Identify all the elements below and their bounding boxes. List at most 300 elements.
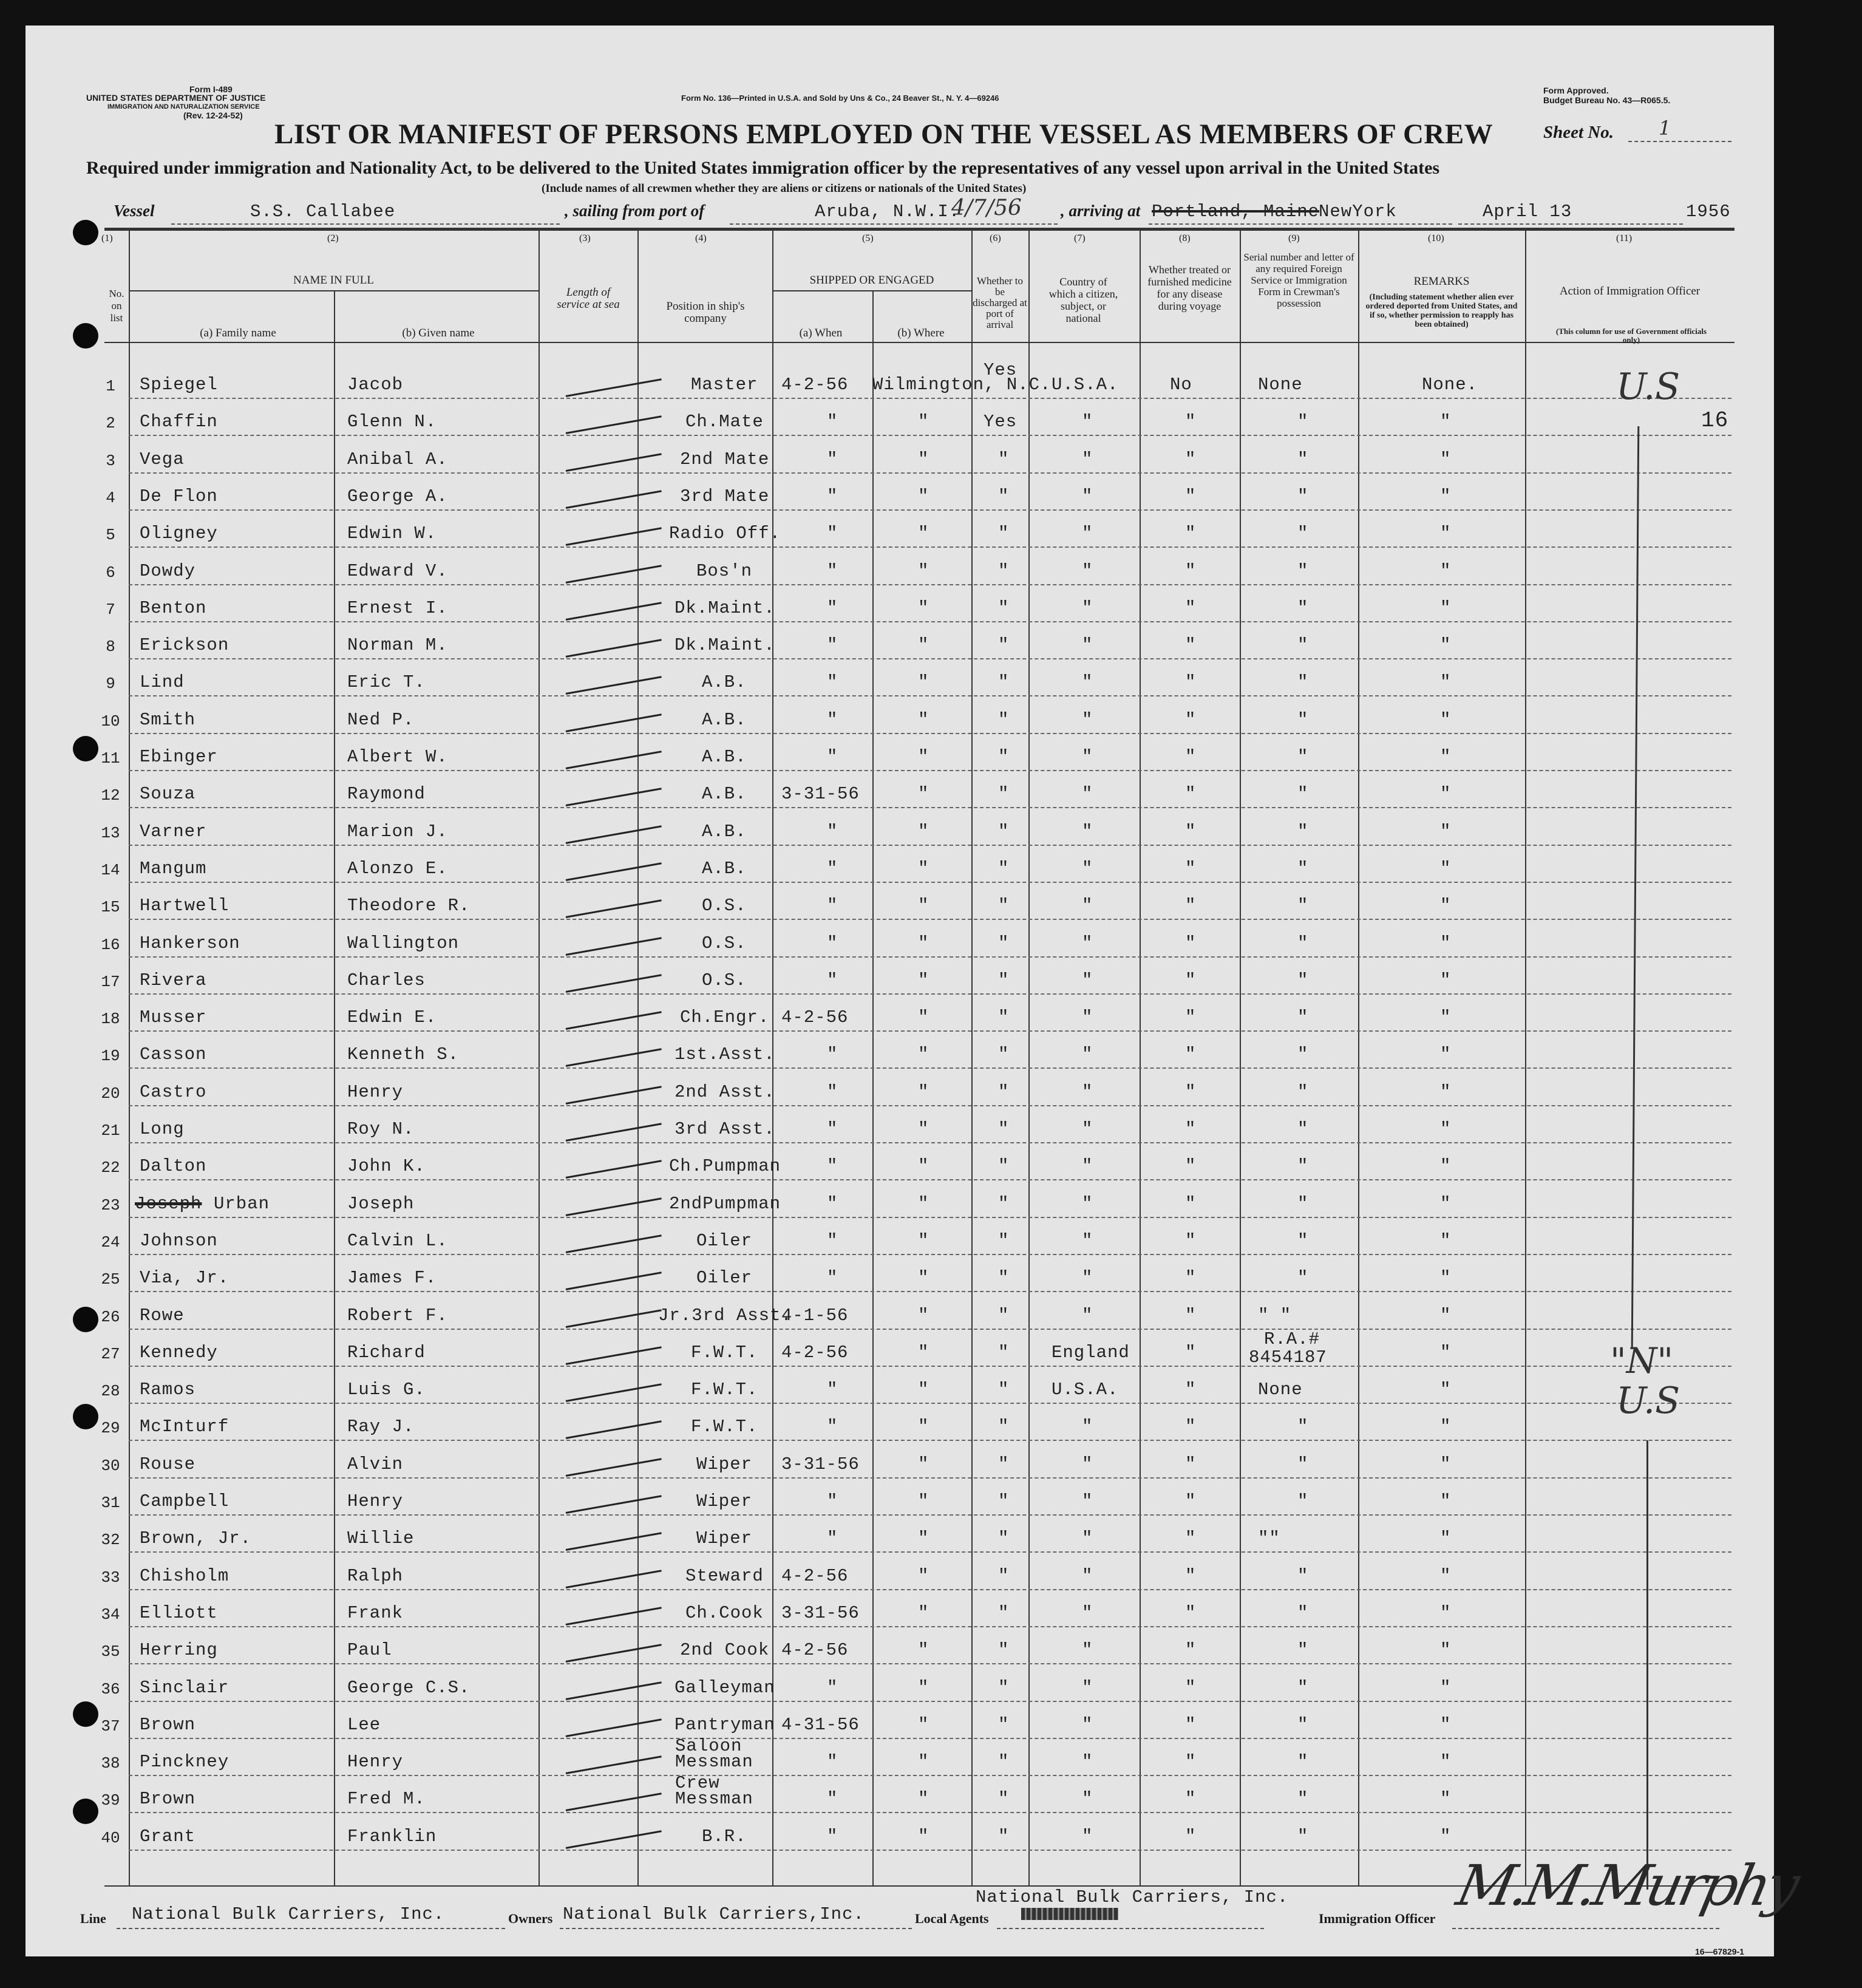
cell-where: " [918, 598, 929, 618]
agents-value-line [997, 1928, 1264, 1929]
row-rule [129, 882, 1731, 883]
check-stroke [566, 1495, 662, 1514]
cell-family: Johnson [140, 1231, 218, 1251]
cell-position: F.W.T. [691, 1380, 758, 1400]
cell-disch: " [998, 672, 1010, 692]
cell-when: " [827, 1231, 838, 1251]
col-divider [1525, 230, 1526, 1886]
cell-country: " [1082, 1454, 1093, 1474]
row-rule [129, 807, 1731, 808]
cell-position: 2nd Asst. [674, 1082, 775, 1102]
cell-given: Glenn N. [347, 412, 437, 432]
cell-serial: " [1297, 747, 1309, 767]
cell-given: Raymond [347, 784, 426, 804]
cell-serial: " [1297, 1640, 1309, 1660]
cell-serial: " [1297, 1156, 1309, 1176]
header-name-in-full: NAME IN FULL [293, 274, 374, 287]
header-no: No. on list [109, 288, 124, 324]
cell-treated: " [1185, 1454, 1197, 1474]
cell-position: 1st.Asst. [674, 1044, 775, 1064]
header-remarks-note: (Including statement whether alien ever ordered deported from United States, and if so, whether permission to reapply has been obtained) [1365, 293, 1518, 329]
cell-serial: " [1297, 1194, 1309, 1214]
row-number: 19 [101, 1047, 120, 1065]
cell-given: Charles [347, 970, 426, 990]
col-number: (2) [327, 233, 339, 243]
check-stroke [566, 1011, 662, 1030]
check-stroke [566, 1644, 662, 1663]
manifest-sheet [25, 26, 1802, 1956]
cell-family: Elliott [140, 1603, 218, 1623]
row-number: 2 [106, 414, 115, 432]
cell-family: Rouse [140, 1454, 196, 1474]
cell-serial: "" [1258, 1528, 1280, 1548]
cell-when: " [827, 672, 838, 692]
row-rule [129, 845, 1731, 846]
cell-treated: " [1185, 1194, 1197, 1214]
check-stroke [566, 1383, 662, 1402]
cell-where: Wilmington, N.C. [872, 375, 1052, 395]
cell-serial: " [1297, 896, 1309, 916]
cell-where: " [918, 1082, 929, 1102]
row-number: 23 [101, 1196, 120, 1214]
cell-country: " [1082, 1678, 1093, 1698]
cell-family: Spiegel [140, 375, 218, 395]
cell-when: " [827, 486, 838, 506]
cell-position: Dk.Maint. [674, 598, 775, 618]
cell-where: " [918, 747, 929, 767]
immigration-action-n: "N" [1610, 1340, 1674, 1381]
cell-given: George A. [347, 486, 448, 506]
cell-where: " [918, 896, 929, 916]
cell-treated: " [1185, 1044, 1197, 1064]
cell-remarks: " [1440, 1640, 1452, 1660]
check-stroke [566, 899, 662, 918]
row-rule [129, 695, 1731, 696]
cell-where: " [918, 1454, 929, 1474]
row-rule [129, 919, 1731, 920]
cell-disch: " [998, 710, 1010, 730]
line-label: Line [80, 1911, 106, 1926]
cell-position: 2nd Mate [680, 449, 770, 469]
row-number: 36 [101, 1680, 120, 1698]
arriving-port: NewYork [1319, 202, 1397, 222]
cell-family: Rivera [140, 970, 207, 990]
cell-when: 3-31-56 [781, 784, 860, 804]
table-top-rule [104, 228, 1735, 231]
cell-treated: " [1185, 1603, 1197, 1623]
cell-disch: " [998, 635, 1010, 655]
cell-where: " [918, 1305, 929, 1326]
cell-given: Eric T. [347, 672, 426, 692]
cell-remarks: " [1440, 1826, 1452, 1847]
cell-disch: " [998, 1491, 1010, 1511]
cell-remarks: " [1440, 1491, 1452, 1511]
check-stroke [566, 1048, 662, 1067]
row-rule [129, 1850, 1731, 1851]
vessel-name-line [171, 223, 560, 225]
cell-treated: " [1185, 1268, 1197, 1288]
check-stroke [566, 1271, 662, 1290]
col-number: (6) [990, 233, 1001, 243]
cell-treated: " [1185, 1752, 1197, 1772]
cell-family: Varner [140, 822, 207, 842]
cell-where: " [918, 412, 929, 432]
cell-position: Master [691, 375, 758, 395]
cell-when: " [827, 449, 838, 469]
cell-country: " [1082, 1752, 1093, 1772]
check-stroke [566, 1570, 662, 1588]
cell-when: " [827, 412, 838, 432]
header-action: Action of Immigration Officer [1559, 285, 1701, 298]
cell-where: " [918, 933, 929, 953]
vessel-label: Vessel [114, 202, 155, 220]
row-rule [129, 1514, 1731, 1516]
col-number: (4) [695, 233, 707, 243]
row-rule [129, 1551, 1731, 1553]
row-number: 32 [101, 1531, 120, 1549]
department: UNITED STATES DEPARTMENT OF JUSTICE [86, 93, 266, 103]
cell-where: " [918, 1156, 929, 1176]
cell-treated: " [1185, 1417, 1197, 1437]
col-number: (1) [101, 233, 113, 243]
cell-when: 4-2-56 [781, 375, 849, 395]
arriving-port-struck: Portland, Maine [1152, 202, 1320, 222]
cell-disch: " [998, 933, 1010, 953]
check-stroke [566, 453, 662, 472]
cell-when: " [827, 822, 838, 842]
cell-country: " [1082, 1826, 1093, 1847]
cell-where: " [918, 1007, 929, 1027]
cell-serial: " [1297, 970, 1309, 990]
header-position: Position in ship's company [666, 300, 745, 325]
cell-position: 2ndPumpman [669, 1194, 781, 1214]
cell-family: Mangum [140, 859, 207, 879]
cell-remarks: None. [1422, 375, 1478, 395]
cell-family: Dalton [140, 1156, 207, 1176]
cell-given: Fred M. [347, 1789, 426, 1809]
cell-family: Pinckney [140, 1752, 229, 1772]
cell-treated: " [1185, 598, 1197, 618]
cell-remarks: " [1440, 1603, 1452, 1623]
cell-when: " [827, 1491, 838, 1511]
cell-disch: " [998, 822, 1010, 842]
cell-remarks: " [1440, 933, 1452, 953]
cell-position: 3rd Mate [680, 486, 770, 506]
cell-given: Paul [347, 1640, 392, 1660]
cell-treated: " [1185, 1343, 1197, 1363]
cell-country: U.S.A. [1052, 1380, 1119, 1400]
cell-disch: " [998, 1603, 1010, 1623]
cell-country: " [1082, 1528, 1093, 1548]
cell-given: Jacob [347, 375, 404, 395]
cell-when: " [827, 859, 838, 879]
cell-where: " [918, 1789, 929, 1809]
row-rule [129, 509, 1731, 511]
cell-when: " [827, 1380, 838, 1400]
cell-serial: " [1297, 1789, 1309, 1809]
cell-remarks: " [1440, 1789, 1452, 1809]
check-stroke [566, 676, 662, 695]
row-rule [129, 1440, 1731, 1441]
cell-where: " [918, 523, 929, 543]
cell-given: Alonzo E. [347, 859, 448, 879]
cell-serial: " [1297, 1603, 1309, 1623]
cell-when: " [827, 1268, 838, 1288]
cell-country: " [1082, 1715, 1093, 1735]
check-stroke [566, 1123, 662, 1142]
cell-treated: " [1185, 1156, 1197, 1176]
cell-remarks: " [1440, 1752, 1452, 1772]
cell-serial: " [1297, 784, 1309, 804]
shipped-subrule [772, 290, 971, 291]
cell-family: Long [140, 1119, 185, 1139]
cell-position: O.S. [702, 970, 747, 990]
cell-country: " [1082, 896, 1093, 916]
check-stroke [566, 1458, 662, 1477]
cell-treated: " [1185, 449, 1197, 469]
cell-family: Brown [140, 1789, 196, 1809]
row-number: 11 [101, 749, 120, 768]
cell-when: 3-31-56 [781, 1603, 860, 1623]
cell-remarks: " [1440, 561, 1452, 581]
cell-position: F.W.T. [691, 1417, 758, 1437]
cell-when: " [827, 896, 838, 916]
row-rule [129, 733, 1731, 734]
row-rule [129, 956, 1731, 958]
cell-country: " [1082, 561, 1093, 581]
cell-position: A.B. [702, 784, 747, 804]
row-rule [129, 1179, 1731, 1180]
header-when: (a) When [799, 327, 843, 339]
cell-disch: " [998, 1305, 1010, 1326]
cell-given: Lee [347, 1715, 381, 1735]
col-divider [1140, 230, 1141, 1886]
cell-when: 4-2-56 [781, 1566, 849, 1586]
cell-position: Radio Off. [669, 523, 781, 543]
cell-family: Souza [140, 784, 196, 804]
cell-where: " [918, 1343, 929, 1363]
cell-given: James F. [347, 1268, 437, 1288]
cell-where: " [918, 1119, 929, 1139]
cell-where: " [918, 1566, 929, 1586]
cell-disch: " [998, 1454, 1010, 1474]
check-stroke [566, 1532, 662, 1551]
row-rule [129, 1589, 1731, 1590]
cell-where: " [918, 486, 929, 506]
cell-given: Luis G. [347, 1380, 426, 1400]
line-value-line [117, 1928, 505, 1929]
cell-given: Ned P. [347, 710, 415, 730]
cell-country: " [1082, 1305, 1093, 1326]
cell-family: Kennedy [140, 1343, 218, 1363]
cell-remarks: " [1440, 1417, 1452, 1437]
cell-serial: None [1258, 1380, 1303, 1400]
sheet-label: Sheet No. [1543, 123, 1614, 142]
cell-country: " [1082, 1640, 1093, 1660]
cell-disch: " [998, 1715, 1010, 1735]
cell-remarks: " [1440, 1007, 1452, 1027]
cell-serial: " [1297, 1417, 1309, 1437]
cell-serial: " [1297, 1268, 1309, 1288]
cell-where: " [918, 822, 929, 842]
cell-where: " [918, 1194, 929, 1214]
cell-disch: " [998, 896, 1010, 916]
check-stroke [566, 825, 662, 844]
bracket-line [1646, 1440, 1648, 1890]
cell-disch: Yes [984, 360, 1018, 380]
agents-struck [1021, 1908, 1118, 1920]
cell-family: Erickson [140, 635, 229, 655]
cell-treated: " [1185, 1789, 1197, 1809]
revision: (Rev. 12-24-52) [183, 111, 243, 120]
cell-remarks: " [1440, 635, 1452, 655]
cell-position: Steward [685, 1566, 764, 1586]
cell-country: " [1082, 672, 1093, 692]
cell-remarks: " [1440, 1119, 1452, 1139]
cell-disch: " [998, 523, 1010, 543]
row-rule [129, 435, 1731, 436]
header-discharged: Whether to be discharged at port of arrival [973, 275, 1027, 330]
cell-position: A.B. [702, 672, 747, 692]
row-rule [129, 546, 1731, 548]
cell-treated: " [1185, 1528, 1197, 1548]
cell-serial: " [1297, 1044, 1309, 1064]
cell-family: Ramos [140, 1380, 196, 1400]
cell-disch: " [998, 1678, 1010, 1698]
check-stroke [566, 937, 662, 956]
cell-treated: " [1185, 1640, 1197, 1660]
arrival-year: 1956 [1686, 202, 1731, 222]
row-number: 29 [101, 1419, 120, 1437]
cell-treated: " [1185, 970, 1197, 990]
col-divider [129, 230, 130, 1886]
row-number: 10 [101, 712, 120, 730]
cell-family: Brown [140, 1715, 196, 1735]
row-number: 9 [106, 675, 115, 693]
col-divider [334, 290, 335, 1886]
cell-country: " [1082, 1491, 1093, 1511]
cell-serial: " [1297, 598, 1309, 618]
cell-family: Chisholm [140, 1566, 229, 1586]
arrival-date: April 13 [1483, 202, 1572, 222]
col-number: (7) [1074, 233, 1086, 243]
cell-where: " [918, 1491, 929, 1511]
cell-treated: " [1185, 486, 1197, 506]
check-stroke [566, 1234, 662, 1253]
row-number: 26 [101, 1308, 120, 1326]
row-number: 18 [101, 1010, 120, 1028]
col-divider [872, 290, 874, 1886]
row-number: 7 [106, 601, 115, 619]
header-bottom-rule [104, 342, 1735, 343]
cell-country: " [1082, 486, 1093, 506]
cell-treated: " [1185, 523, 1197, 543]
cell-given: Henry [347, 1491, 404, 1511]
cell-family: Urban [214, 1194, 270, 1214]
cell-serial: " [1297, 1082, 1309, 1102]
service: IMMIGRATION AND NATURALIZATION SERVICE [107, 103, 260, 111]
header-remarks: REMARKS [1413, 275, 1470, 288]
cell-remarks: " [1440, 1156, 1452, 1176]
cell-treated: " [1185, 1380, 1197, 1400]
cell-given: Edwin E. [347, 1007, 437, 1027]
cell-family: Rowe [140, 1305, 185, 1326]
cell-remarks: " [1440, 822, 1452, 842]
cell-treated: No [1170, 375, 1192, 395]
col-divider [539, 230, 540, 1886]
row-number: 6 [106, 563, 115, 582]
cell-where: " [918, 784, 929, 804]
cell-treated: " [1185, 635, 1197, 655]
sheet-line [1628, 141, 1731, 142]
cell-remarks: " [1440, 1044, 1452, 1064]
row-number: 39 [101, 1791, 120, 1809]
cell-position: A.B. [702, 822, 747, 842]
cell-serial: " [1297, 449, 1309, 469]
cell-where: " [918, 1231, 929, 1251]
cell-disch: " [998, 1380, 1010, 1400]
cell-treated: " [1185, 1491, 1197, 1511]
cell-disch: " [998, 449, 1010, 469]
header-shipped: SHIPPED OR ENGAGED [809, 274, 934, 287]
cell-where: " [918, 1752, 929, 1772]
cell-remarks: " [1440, 449, 1452, 469]
row-number: 30 [101, 1457, 120, 1475]
cell-treated: " [1185, 1231, 1197, 1251]
row-number: 14 [101, 861, 120, 879]
cell-position: A.B. [702, 710, 747, 730]
cell-when: " [827, 970, 838, 990]
immigration-action-us-2: U.S [1616, 1380, 1680, 1422]
row-rule [129, 1142, 1731, 1143]
cell-position: Ch.Pumpman [669, 1156, 781, 1176]
row-number: 20 [101, 1084, 120, 1103]
cell-where: " [918, 1044, 929, 1064]
cell-family: Herring [140, 1640, 218, 1660]
cell-when: " [827, 933, 838, 953]
row-rule [129, 1775, 1731, 1776]
cell-treated: " [1185, 1119, 1197, 1139]
cell-family: Musser [140, 1007, 207, 1027]
row-rule [129, 993, 1731, 995]
cell-family: McInturf [140, 1417, 229, 1437]
cell-remarks: " [1440, 1454, 1452, 1474]
cell-given: Alvin [347, 1454, 404, 1474]
row-number: 34 [101, 1605, 120, 1624]
cell-country: " [1082, 747, 1093, 767]
cell-treated: " [1185, 1715, 1197, 1735]
cell-country: " [1082, 859, 1093, 879]
header-country: Country of which a citizen, subject, or national [1048, 276, 1118, 324]
cell-serial: " [1297, 822, 1309, 842]
row-rule [129, 770, 1731, 771]
cell-remarks: " [1440, 1231, 1452, 1251]
cell-country: " [1082, 1082, 1093, 1102]
cell-position: F.W.T. [691, 1343, 758, 1363]
form-note: (Include names of all crewmen whether they are aliens or citizens or nationals of the United States) [542, 182, 1027, 195]
row-rule [129, 472, 1731, 474]
cell-treated: " [1185, 412, 1197, 432]
cell-given: Richard [347, 1343, 426, 1363]
cell-where: " [918, 672, 929, 692]
cell-treated: " [1185, 561, 1197, 581]
check-stroke [566, 1755, 662, 1774]
col-divider [1028, 230, 1030, 1886]
cell-when: " [827, 1156, 838, 1176]
punch-hole [73, 220, 98, 245]
check-stroke [566, 1197, 662, 1216]
cell-remarks: " [1440, 970, 1452, 990]
